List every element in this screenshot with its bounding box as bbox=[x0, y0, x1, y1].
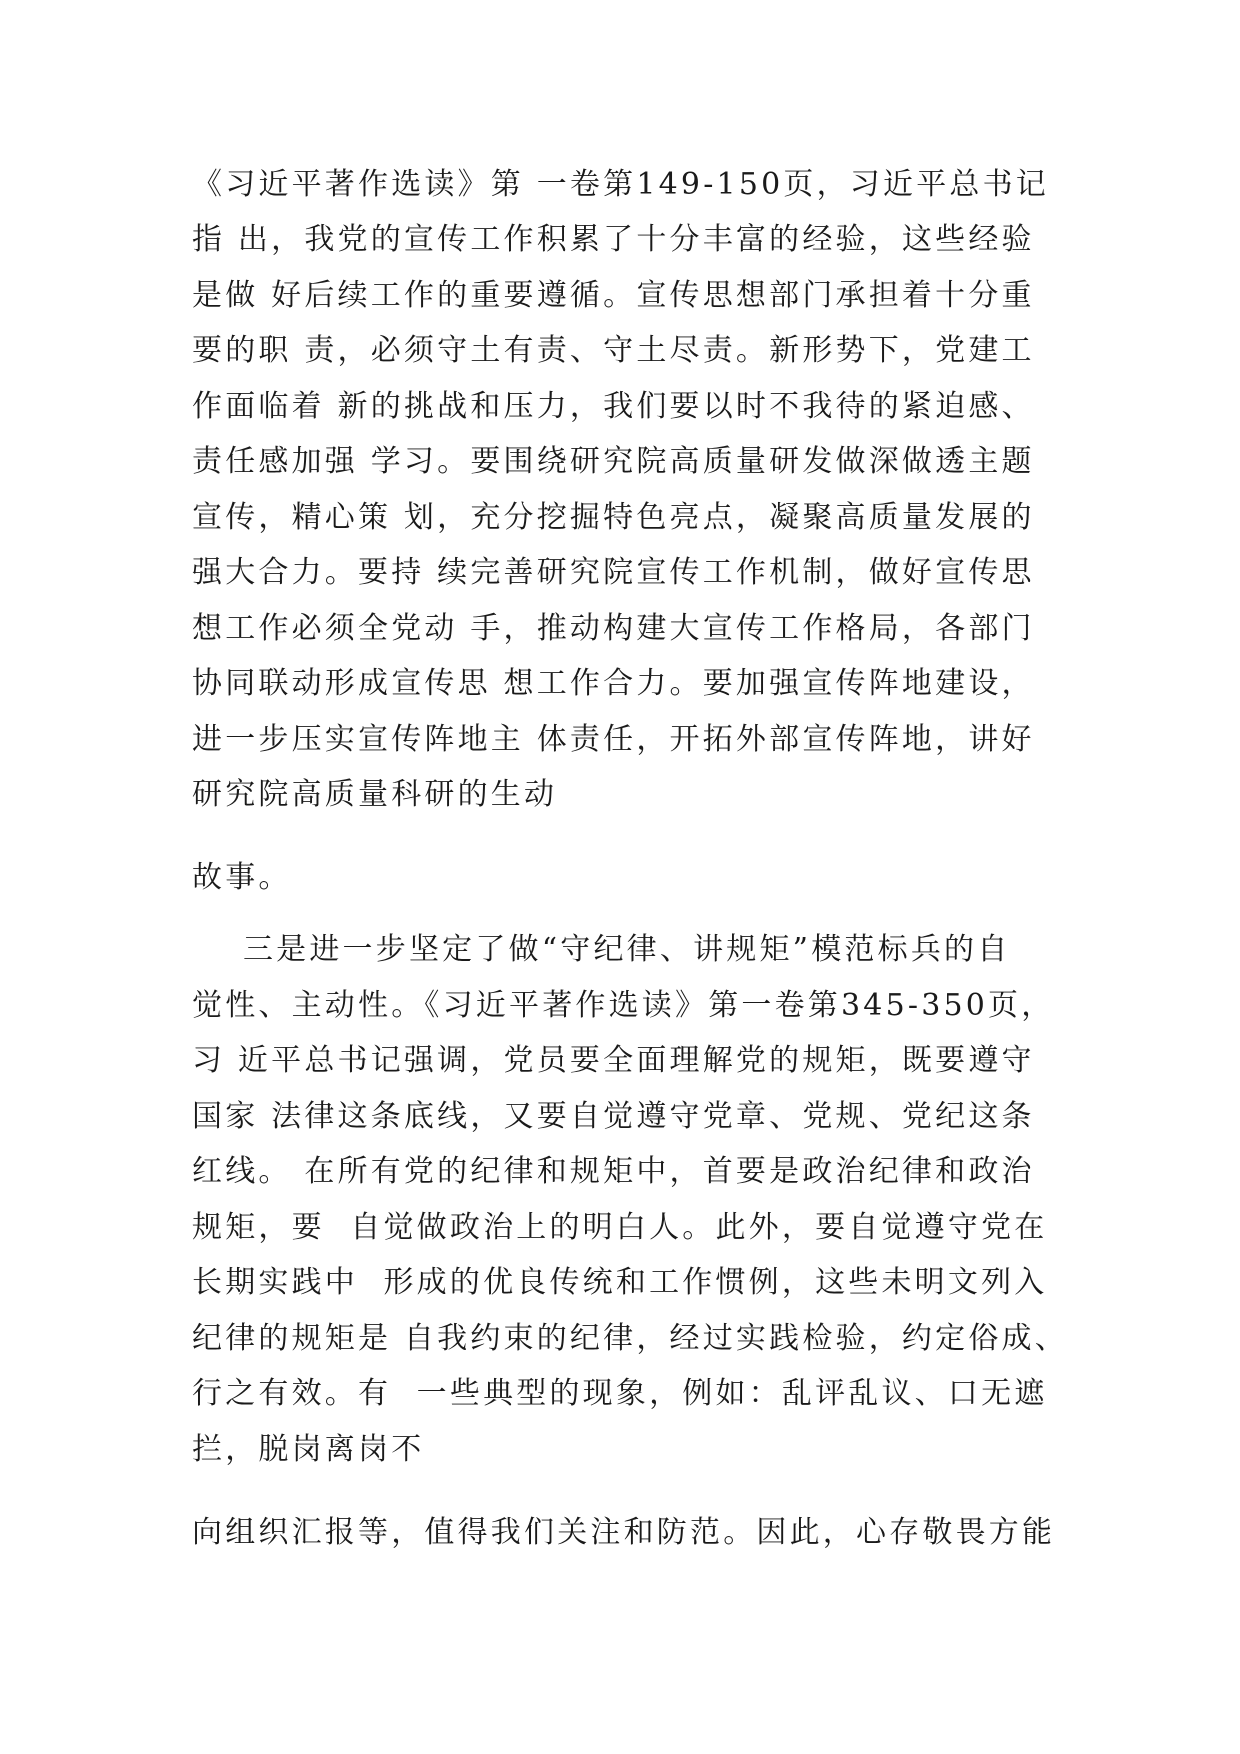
paragraph-2-line-1: 故事。 bbox=[192, 860, 292, 895]
paragraph-3-line-4: 国家 法律这条底线，又要自觉遵守党章、党规、党纪这条 bbox=[192, 1099, 1035, 1134]
paragraph-3-line-2: 觉性、主动性。《习近平著作选读》第一卷第345-350页， bbox=[192, 988, 1055, 1023]
paragraph-3-line-9: 行之有效。有 一些典型的现象，例如：乱评乱议、口无遮 bbox=[192, 1376, 1048, 1411]
paragraph-3-line-3: 习 近平总书记强调，党员要全面理解党的规矩，既要遵守 bbox=[192, 1043, 1035, 1078]
paragraph-1-line-3: 是做 好后续工作的重要遵循。宣传思想部门承担着十分重 bbox=[192, 278, 1035, 313]
paragraph-1-line-5: 作面临着 新的挑战和压力，我们要以时不我待的紧迫感、 bbox=[192, 389, 1035, 424]
paragraph-1-line-2: 指 出，我党的宣传工作积累了十分丰富的经验，这些经验 bbox=[192, 222, 1035, 257]
paragraph-1-line-10: 协同联动形成宣传思 想工作合力。要加强宣传阵地建设， bbox=[192, 666, 1035, 701]
paragraph-1-line-1: 《习近平著作选读》第 一卷第149-150页，习近平总书记 bbox=[192, 167, 1049, 202]
paragraph-1-line-11: 进一步压实宣传阵地主 体责任，开拓外部宣传阵地，讲好 bbox=[192, 722, 1035, 757]
paragraph-1-line-4: 要的职 责，必须守土有责、守土尽责。新形势下，党建工 bbox=[192, 333, 1035, 368]
paragraph-3-line-10: 拦，脱岗离岗不 bbox=[192, 1432, 425, 1467]
paragraph-3-line-6: 规矩，要 自觉做政治上的明白人。此外，要自觉遵守党在 bbox=[192, 1210, 1048, 1245]
paragraph-3-line-5: 红线。 在所有党的纪律和规矩中，首要是政治纪律和政治 bbox=[192, 1154, 1035, 1189]
paragraph-1-line-12: 研究院高质量科研的生动 bbox=[192, 777, 558, 812]
paragraph-3-line-8: 纪律的规矩是 自我约束的纪律，经过实践检验，约定俗成、 bbox=[192, 1321, 1068, 1356]
paragraph-1-line-6: 责任感加强 学习。要围绕研究院高质量研发做深做透主题 bbox=[192, 444, 1035, 479]
paragraph-1-line-9: 想工作必须全党动 手，推动构建大宣传工作格局，各部门 bbox=[192, 611, 1035, 646]
paragraph-1-line-8: 强大合力。要持 续完善研究院宣传工作机制，做好宣传思 bbox=[192, 555, 1035, 590]
paragraph-3-line-7: 长期实践中 形成的优良传统和工作惯例，这些未明文列入 bbox=[192, 1265, 1048, 1300]
paragraph-1-line-7: 宣传，精心策 划，充分挖掘特色亮点，凝聚高质量发展的 bbox=[192, 500, 1035, 535]
paragraph-3-line-1: 三是进一步坚定了做“守纪律、讲规矩”模范标兵的自 bbox=[192, 932, 1011, 967]
paragraph-4-line-1: 向组织汇报等，值得我们关注和防范。因此，心存敬畏方能 bbox=[192, 1515, 1056, 1550]
